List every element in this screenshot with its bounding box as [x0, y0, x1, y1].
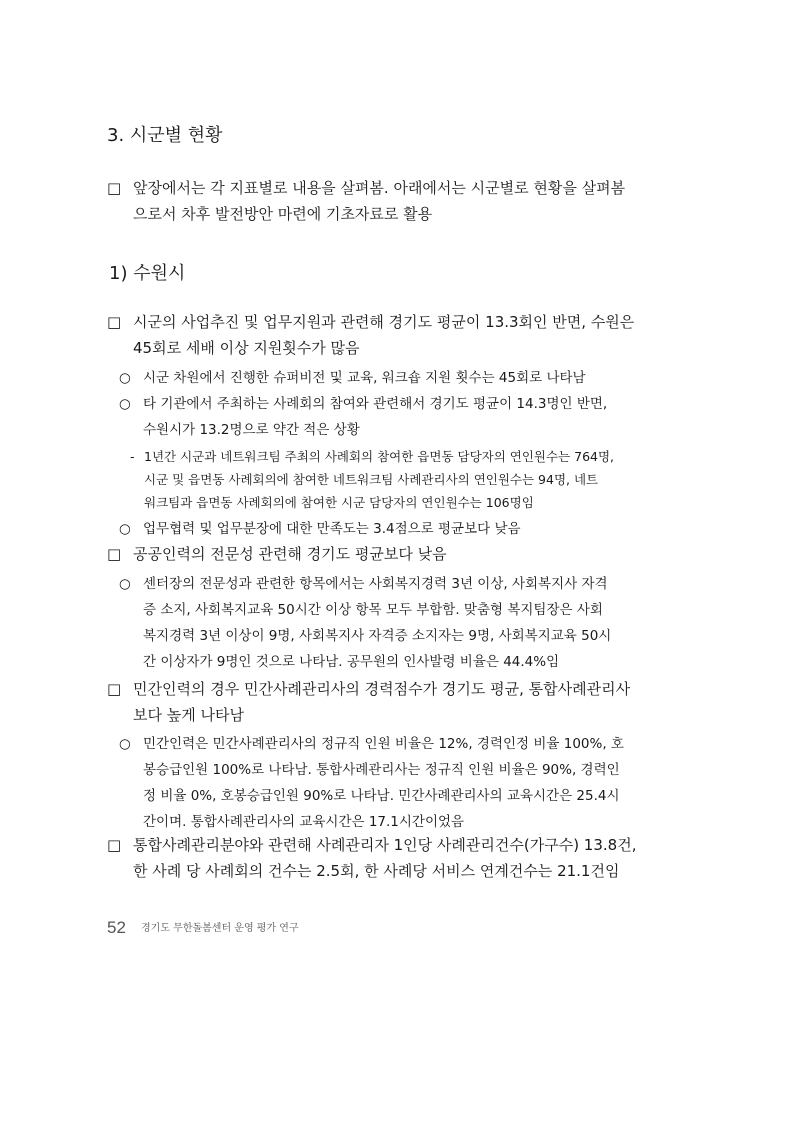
running-title: 경기도 무한돌봄센터 운영 평가 연구	[141, 923, 299, 934]
item-line: 민간인력의 경우 민간사례관리사의 경력점수가 경기도 평균, 통합사례관리사	[133, 680, 631, 698]
item-line: 민간인력은 민간사례관리사의 정규직 인원 비율은 12%, 경력인정 비율 100%, 호	[143, 736, 624, 752]
square-bullet-icon: □	[107, 836, 122, 854]
square-bullet-icon: □	[107, 545, 122, 563]
item-line: 45회로 세배 이상 지원횟수가 많음	[133, 339, 360, 357]
section-title: 3. 시군별 현황	[107, 125, 223, 146]
subsection-title: 1) 수원시	[109, 263, 186, 284]
item-line: 봉승급인원 100%로 나타남. 통합사례관리사는 정규직 인원 비율은 90%, 경력인	[143, 762, 620, 778]
circle-bullet-icon: ○	[119, 396, 131, 412]
item-line: 수원시가 13.2명으로 약간 적은 상황	[143, 422, 360, 438]
item-line: 시군 차원에서 진행한 슈퍼비전 및 교육, 워크숍 지원 횟수는 45회로 나타남	[143, 370, 586, 386]
item-line: 정 비율 0%, 호봉승급인원 90%로 나타남. 민간사례관리사의 교육시간은 25.4시	[143, 788, 620, 804]
circle-bullet-icon: ○	[119, 736, 131, 752]
circle-bullet-icon: ○	[119, 521, 131, 537]
item-line: 간 이상자가 9명인 것으로 나타남. 공무원의 인사발령 비율은 44.4%임	[143, 654, 560, 670]
item-line: 업무협력 및 업무분장에 대한 만족도는 3.4점으로 평균보다 낮음	[143, 521, 521, 537]
square-bullet-icon: □	[107, 179, 122, 197]
intro-line: 으로서 차후 발전방안 마련에 기초자료로 활용	[133, 205, 433, 223]
item-line: 센터장의 전문성과 관련한 항목에서는 사회복지경력 3년 이상, 사회복지사 자격	[143, 576, 608, 592]
item-line: 복지경력 3년 이상이 9명, 사회복지사 자격증 소지자는 9명, 사회복지교육 50시	[143, 628, 612, 644]
square-bullet-icon: □	[107, 313, 122, 331]
square-bullet-icon: □	[107, 680, 122, 698]
item-line: 간이며. 통합사례관리사의 교육시간은 17.1시간이었음	[143, 814, 465, 830]
item-line: 시군 및 읍면동 사례회의에 참여한 네트워크팀 사례관리사의 연인원수는 94명, 네트	[144, 472, 599, 487]
intro-line: 앞장에서는 각 지표별로 내용을 살펴봄. 아래에서는 시군별로 현황을 살펴봄	[133, 179, 626, 197]
item-line: 증 소지, 사회복지교육 50시간 이상 항목 모두 부합함. 맞춤형 복지팀장은 사회	[143, 602, 603, 618]
item-line: 워크팀과 읍면동 사례회의에 참여한 시군 담당자의 연인원수는 106명임	[144, 495, 534, 510]
item-line: 타 기관에서 주최하는 사례회의 참여와 관련해서 경기도 평균이 14.3명인 반면,	[143, 396, 608, 412]
item-line: 1년간 시군과 네트워크팀 주최의 사례회의 참여한 읍면동 담당자의 연인원수는 764명,	[144, 449, 615, 464]
item-line: 한 사례 당 사례회의 건수는 2.5회, 한 사례당 서비스 연계건수는 21.1건임	[133, 862, 620, 880]
dash-bullet-icon: -	[130, 449, 135, 464]
item-line: 보다 높게 나타남	[133, 706, 244, 724]
item-line: 공공인력의 전문성 관련해 경기도 평균보다 낮음	[133, 545, 447, 563]
circle-bullet-icon: ○	[119, 576, 131, 592]
item-line: 시군의 사업추진 및 업무지원과 관련해 경기도 평균이 13.3회인 반면, 수원은	[133, 313, 635, 331]
item-line: 통합사례관리분야와 관련해 사례관리자 1인당 사례관리건수(가구수) 13.8건,	[133, 836, 637, 854]
page-number: 52	[107, 918, 126, 937]
circle-bullet-icon: ○	[119, 370, 131, 386]
